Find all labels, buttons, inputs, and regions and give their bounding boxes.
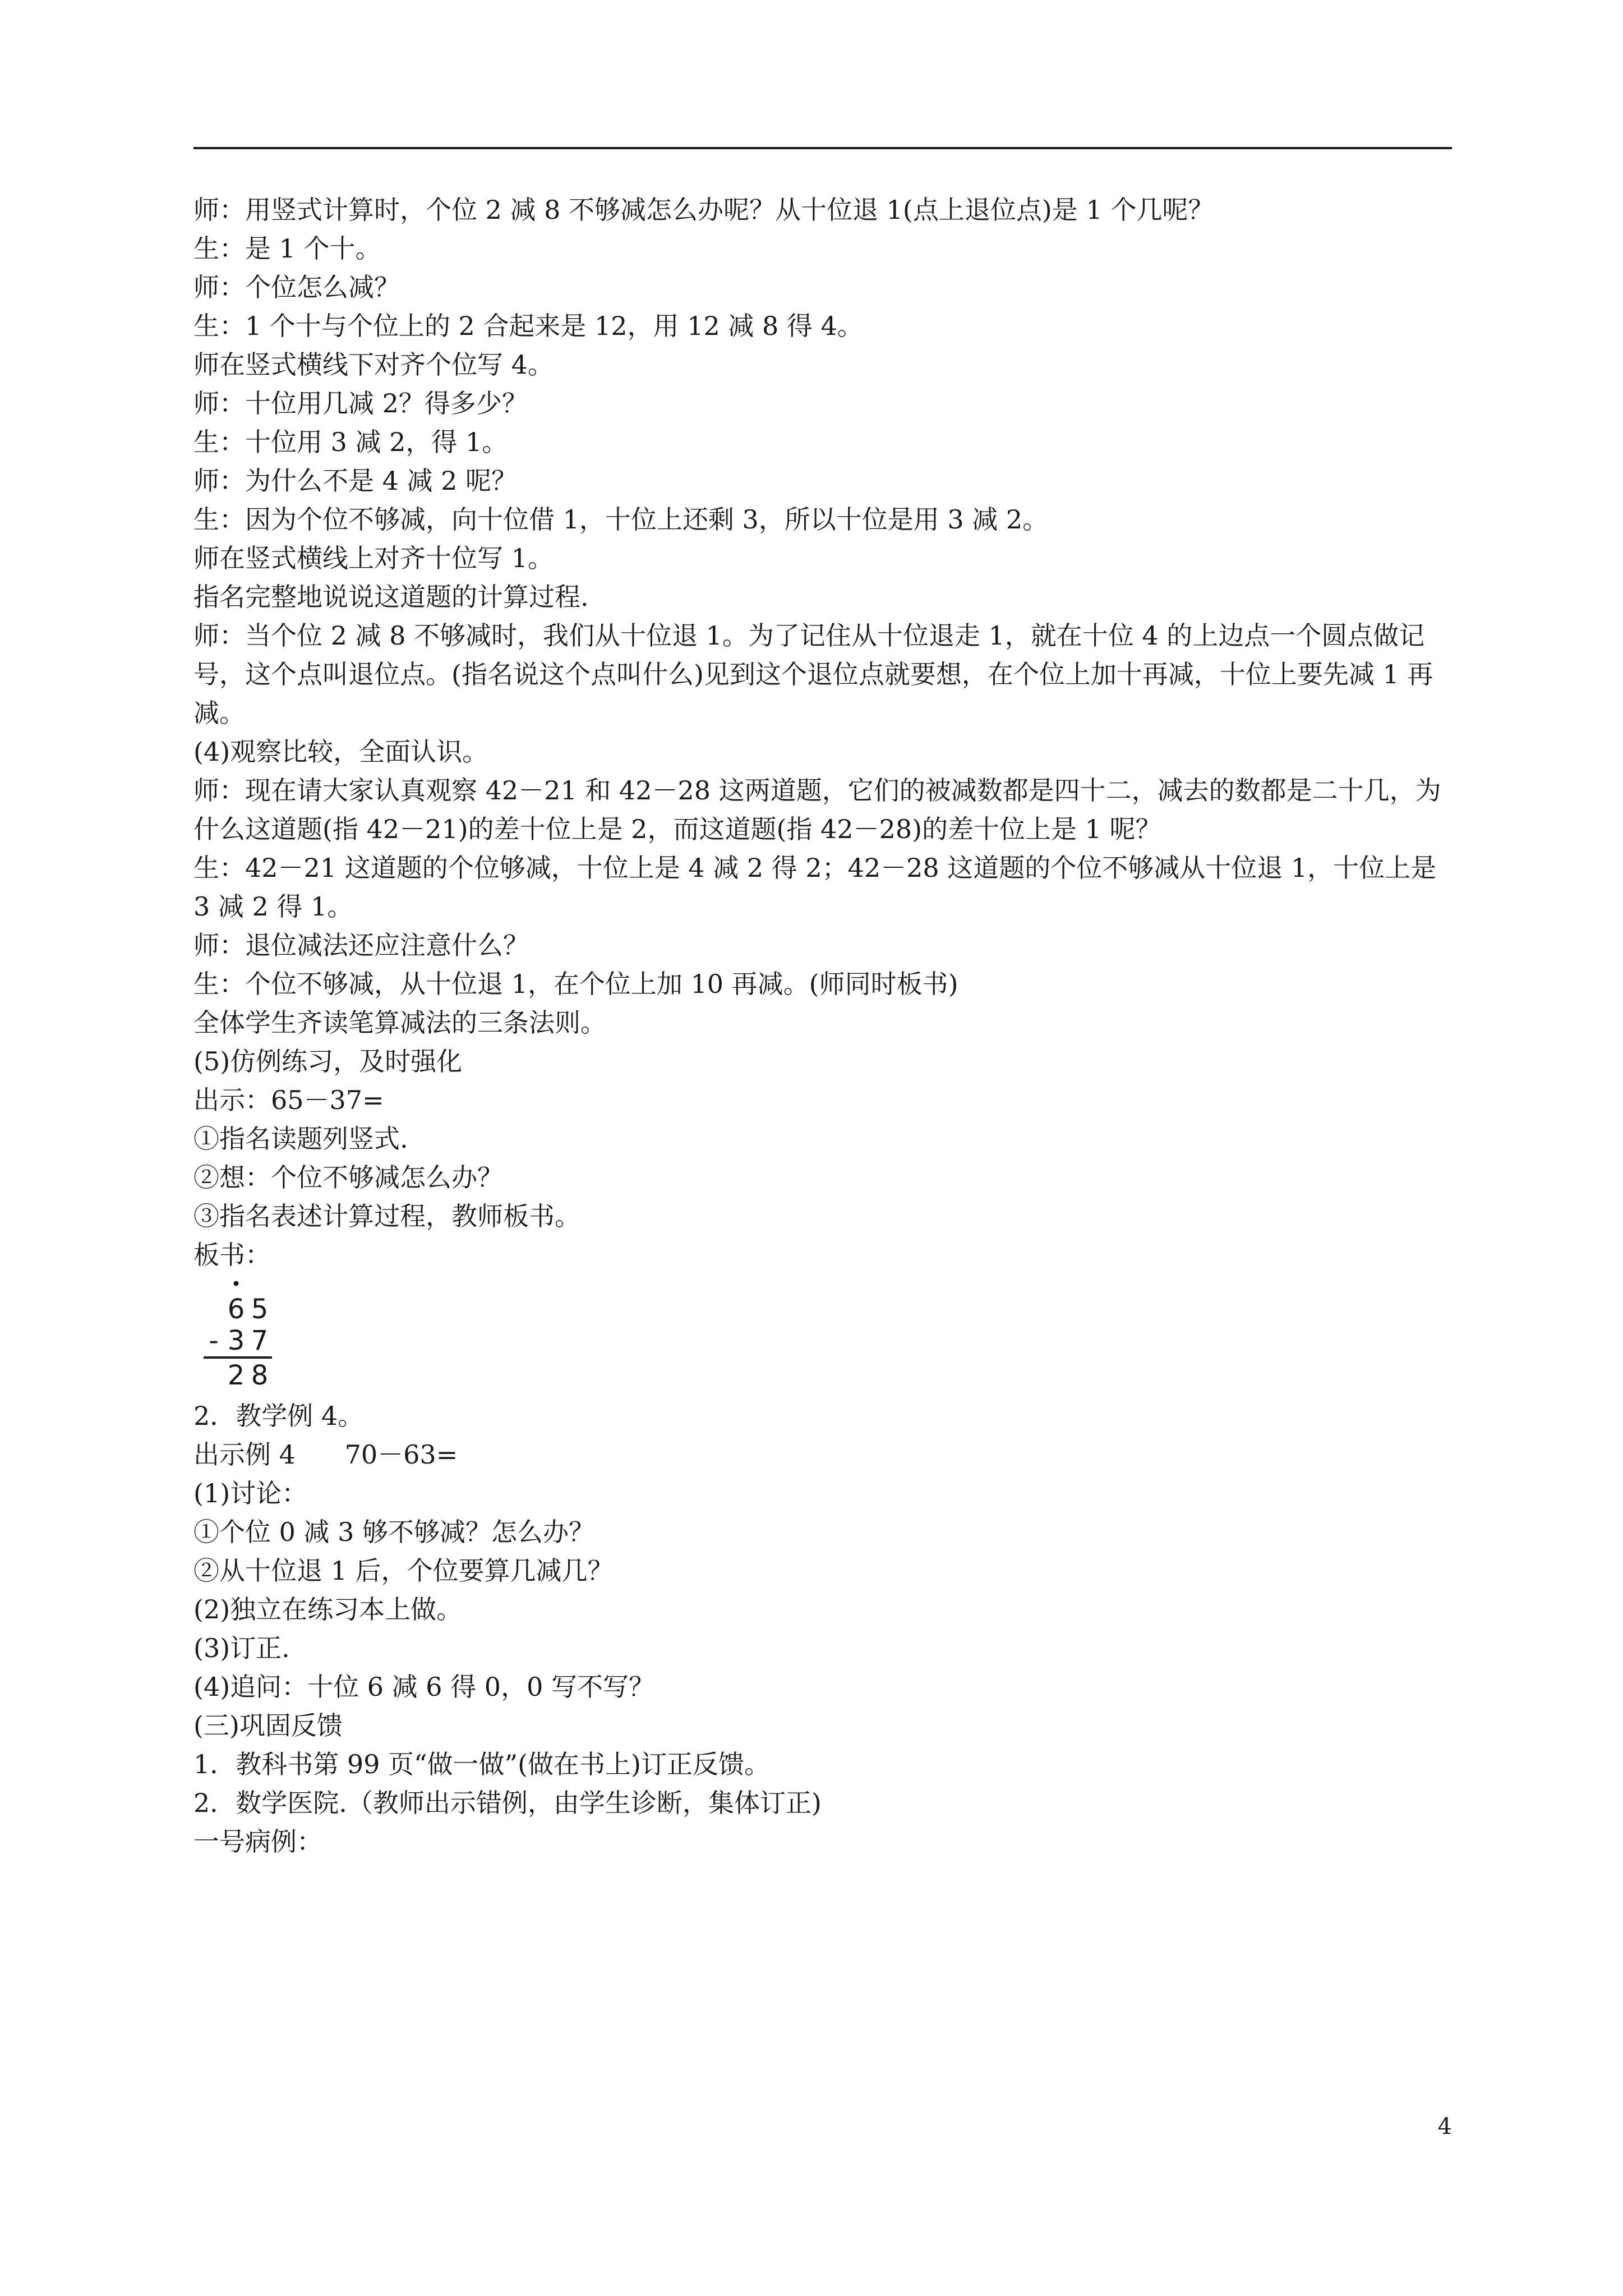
text-line: 师在竖式横线下对齐个位写 4。 bbox=[193, 349, 554, 380]
paragraph-observe: 师：现在请大家认真观察 42－21 和 42－28 这两道题，它们的被减数都是四十二，减去的数都是二十几，为什么这道题(指 42－21)的差十位上是 2，而这道题(指 42－28)的差十位上是 1 呢？ bbox=[193, 775, 1441, 844]
text-line: 生：1 个十与个位上的 2 合起来是 12，用 12 减 8 得 4。 bbox=[193, 311, 863, 341]
result-tens: 2 bbox=[227, 1360, 245, 1390]
text-line: 生：个位不够减，从十位退 1，在个位上加 10 再减。(师同时板书) bbox=[193, 969, 958, 999]
text-line: (1)讨论： bbox=[193, 1478, 308, 1508]
header-rule bbox=[193, 147, 1452, 149]
page-number: 4 bbox=[1437, 2114, 1452, 2139]
text-line: 指名完整地说说这道题的计算过程. bbox=[193, 582, 589, 612]
text-line: (4)追问：十位 6 减 6 得 0，0 写不写？ bbox=[193, 1672, 654, 1702]
text-line: 师：十位用几减 2？得多少？ bbox=[193, 388, 528, 418]
text-line: (3)订正. bbox=[193, 1633, 290, 1663]
text-line: ②想：个位不够减怎么办？ bbox=[193, 1162, 503, 1193]
text-line: 出示例 4 70－63= bbox=[193, 1439, 458, 1470]
minus-sign: - bbox=[209, 1325, 219, 1356]
text-line: ③指名表述计算过程，教师板书。 bbox=[193, 1201, 580, 1231]
minuend-tens: 6 bbox=[227, 1294, 245, 1325]
text-line: ②从十位退 1 后，个位要算几减几？ bbox=[193, 1556, 614, 1586]
minuend-ones: 5 bbox=[251, 1294, 269, 1325]
text-line: ①指名读题列竖式. bbox=[193, 1124, 408, 1154]
borrow-dot bbox=[234, 1281, 239, 1286]
text-line: 生：是 1 个十。 bbox=[193, 233, 381, 264]
text-line: 生：十位用 3 减 2，得 1。 bbox=[193, 427, 508, 457]
subtrahend-ones: 7 bbox=[251, 1325, 269, 1356]
text-line: 2．数学医院.（教师出示错例，由学生诊断，集体订正) bbox=[193, 1788, 822, 1818]
result-ones: 8 bbox=[251, 1360, 269, 1390]
text-line: 出示：65－37= bbox=[193, 1085, 384, 1115]
text-line: (三)巩固反馈 bbox=[193, 1710, 343, 1741]
text-line: 师：用竖式计算时，个位 2 减 8 不够减怎么办呢？从十位退 1(点上退位点)是 1 个几呢？ bbox=[193, 195, 1214, 225]
text-line: (2)独立在练习本上做。 bbox=[193, 1594, 463, 1625]
text-line: 1．教科书第 99 页“做一做”(做在书上)订正反馈。 bbox=[193, 1749, 770, 1779]
text-line: 板书： bbox=[193, 1240, 271, 1270]
vertical-subtraction bbox=[193, 1278, 1452, 1390]
text-line: ①个位 0 减 3 够不够减？怎么办？ bbox=[193, 1517, 595, 1547]
text-line: 师在竖式横线上对齐十位写 1。 bbox=[193, 543, 554, 573]
document-body bbox=[193, 191, 1452, 1861]
text-line: 全体学生齐读笔算减法的三条法则。 bbox=[193, 1007, 606, 1038]
text-line: 生：因为个位不够减，向十位借 1，十位上还剩 3，所以十位是用 3 减 2。 bbox=[193, 504, 1049, 535]
subtrahend-tens: 3 bbox=[227, 1325, 245, 1356]
paragraph-retreat-dot: 师：当个位 2 减 8 不够减时，我们从十位退 1。为了记住从十位退走 1，就在十位 4 的上边点一个圆点做记号，这个点叫退位点。(指名说这个点叫什么)见到这个退位点就要想，在个位上加十再减，十位上要先减 1 再减。 bbox=[193, 620, 1433, 728]
text-line: 师：退位减法还应注意什么？ bbox=[193, 930, 529, 960]
text-line: (4)观察比较，全面认识。 bbox=[193, 737, 488, 767]
paragraph-answer: 生：42－21 这道题的个位够减，十位上是 4 减 2 得 2；42－28 这道题的个位不够减从十位退 1，十位上是 3 减 2 得 1。 bbox=[193, 853, 1437, 922]
text-line: 师：为什么不是 4 减 2 呢？ bbox=[193, 466, 518, 496]
text-line: 一号病例： bbox=[193, 1826, 322, 1857]
text-line: 师：个位怎么减？ bbox=[193, 272, 400, 302]
text-line: (5)仿例练习，及时强化 bbox=[193, 1046, 463, 1076]
text-line: 2．教学例 4。 bbox=[193, 1401, 364, 1431]
